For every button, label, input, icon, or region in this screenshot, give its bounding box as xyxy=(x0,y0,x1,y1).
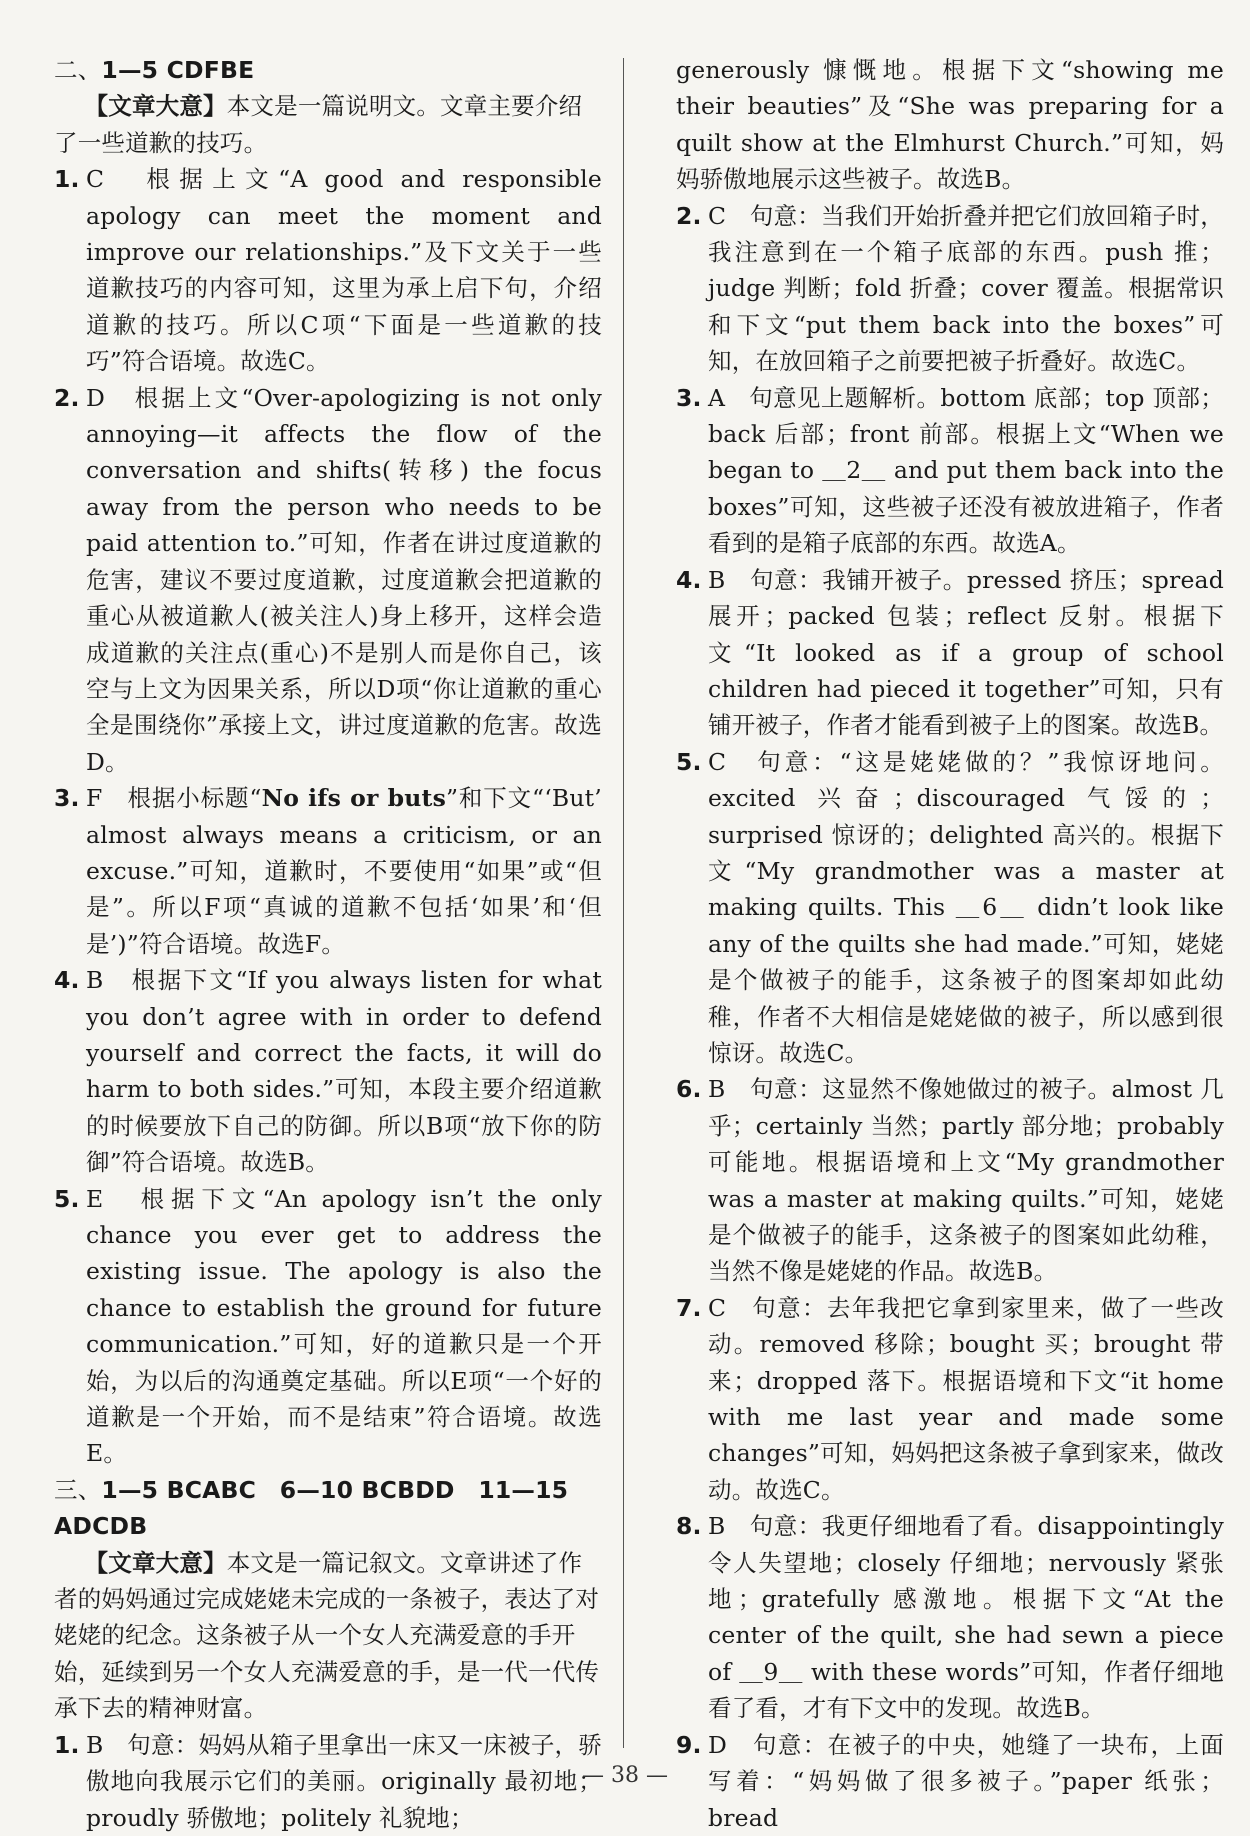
s3-item-5: 5. C 句意：“这是姥姥做的？”我惊讶地问。excited 兴奋；discouraged 气馁的；surprised 惊讶的；delighted 高兴的。根据下文“My grandmother was a master at making quilts. This ＿6＿ didn’t look like any of the quilts she had made.”可知，姥姥是个做被子的能手，这条被子的图案却如此幼稚，作者不大相信是姥姥做的被子，所以感到很惊讶。故选C。 xyxy=(676,747,1224,1067)
s3-item-3: 3. A 句意见上题解析。bottom 底部；top 顶部；back 后部；front 前部。根据上文“When we began to ＿2＿ and put them back into the boxes”可知，这些被子还没有被放进箱子，作者看到的是箱子底部的东西。故选A。 xyxy=(676,383,1224,558)
section-3-header: 三、1—5 BCABC 6—10 BCBDD 11—15 ADCDB xyxy=(54,1475,569,1541)
left-column xyxy=(54,52,602,1836)
section-2-summary: 【文章大意】本文是一篇说明文。文章主要介绍了一些道歉的技巧。 xyxy=(54,92,583,157)
section-2-header: 二、1—5 CDFBE xyxy=(54,56,255,84)
s2-item-4: 4. B 根据下文“If you always listen for what you don’t agree with in order to defend yourself and correct the facts, it will do harm to both sides.”可知，本段主要介绍道歉的时候要放下自己的防御。所以B项“放下你的防御”符合语境。故选B。 xyxy=(54,966,602,1177)
section-3-summary: 【文章大意】本文是一篇记叙文。文章讲述了作者的妈妈通过完成姥姥未完成的一条被子，表达了对姥姥的纪念。这条被子从一个女人充满爱意的手开始，延续到另一个女人充满爱意的手，是一代一代传承下去的精神财富。 xyxy=(54,1548,600,1723)
s2-item-1: 1. C 根据上文“A good and responsible apology can meet the moment and improve our relationships.”及下文关于一些道歉技巧的内容可知，这里为承上启下句，介绍道歉的技巧。所以C项“下面是一些道歉的技巧”符合语境。故选C。 xyxy=(54,165,602,376)
s3-item-4: 4. B 句意：我铺开被子。pressed 挤压；spread 展开；packed 包装；reflect 反射。根据下文“It looked as if a group of school children had pieced it together”可知，只有铺开被子，作者才能看到被子上的图案。故选B。 xyxy=(676,565,1224,740)
s3-item-8: 8. B 句意：我更仔细地看了看。disappointingly 令人失望地；closely 仔细地；nervously 紧张地；gratefully 感激地。根据下文“At the center of the quilt, she had sewn a piece of ＿9＿ with these words”可知，作者仔细地看了看，才有下文中的发现。故选B。 xyxy=(676,1512,1224,1723)
s3-item-9: 9. D 句意：在被子的中央，她缝了一块布，上面写着：“妈妈做了很多被子。”paper 纸张；bread xyxy=(676,1730,1224,1832)
right-column xyxy=(676,52,1224,1836)
column-divider xyxy=(623,58,624,1748)
subheading-no-ifs: No ifs or buts xyxy=(261,784,446,813)
page-number: — 38 — xyxy=(582,1763,668,1788)
s3-item-1: 1. B 句意：妈妈从箱子里拿出一床又一床被子，骄傲地向我展示它们的美丽。originally 最初地；proudly 骄傲地；politely 礼貌地； xyxy=(54,1730,602,1832)
s3-item-6: 6. B 句意：这显然不像她做过的被子。almost 几乎；certainly 当然；partly 部分地；probably 可能地。根据语境和上文“My grandmother was a master at making quilts.”可知，姥姥是个做被子的能手，这条被子的图案如此幼稚，当然不像是姥姥的作品。故选B。 xyxy=(676,1075,1224,1286)
s2-item-2: 2. D 根据上文“Over-apologizing is not only annoying—it affects the flow of the conversation and shifts(转移) the focus away from the person who needs to be paid attention to.”可知，作者在讲过度道歉的危害，建议不要过度道歉，过度道歉会把道歉的重心从被道歉人(被关注人)身上移开，这样会造成道歉的关注点(重心)不是别人而是你自己，该空与上文为因果关系，所以D项“你让道歉的重心全是围绕你”承接上文，讲过度道歉的危害。故选D。 xyxy=(54,383,602,776)
s2-item-3: 3. F 根据小标题“No ifs or buts”和下文“‘But’ almost always means a criticism, or an excuse.”可知，道歉时，不要使用“如果”或“但是”。所以F项“真诚的道歉不包括‘如果’和‘但是’)”符合语境。故选F。 xyxy=(54,784,602,958)
s3-item-2: 2. C 句意：当我们开始折叠并把它们放回箱子时，我注意到在一个箱子底部的东西。push 推；judge 判断；fold 折叠；cover 覆盖。根据常识和下文“put them back into the boxes”可知，在放回箱子之前要把被子折叠好。故选C。 xyxy=(676,201,1224,376)
s3-item-7: 7. C 句意：去年我把它拿到家里来，做了一些改动。removed 移除；bought 买；brought 带来；dropped 落下。根据语境和下文“it home with me last year and made some changes”可知，妈妈把这条被子拿到家来，做改动。故选C。 xyxy=(676,1293,1224,1504)
s3-item-1-continued: generously 慷慨地。根据下文“showing me their beauties”及“She was preparing for a quilt show at the Elmhurst Church.”可知，妈妈骄傲地展示这些被子。故选B。 xyxy=(676,56,1224,194)
s2-item-5: 5. E 根据下文“An apology isn’t the only chance you ever get to address the existing issue. The apology is also the chance to establish the ground for future communication.”可知，好的道歉只是一个开始，为以后的沟通奠定基础。所以E项“一个好的道歉是一个开始，而不是结束”符合语境。故选E。 xyxy=(54,1184,602,1468)
